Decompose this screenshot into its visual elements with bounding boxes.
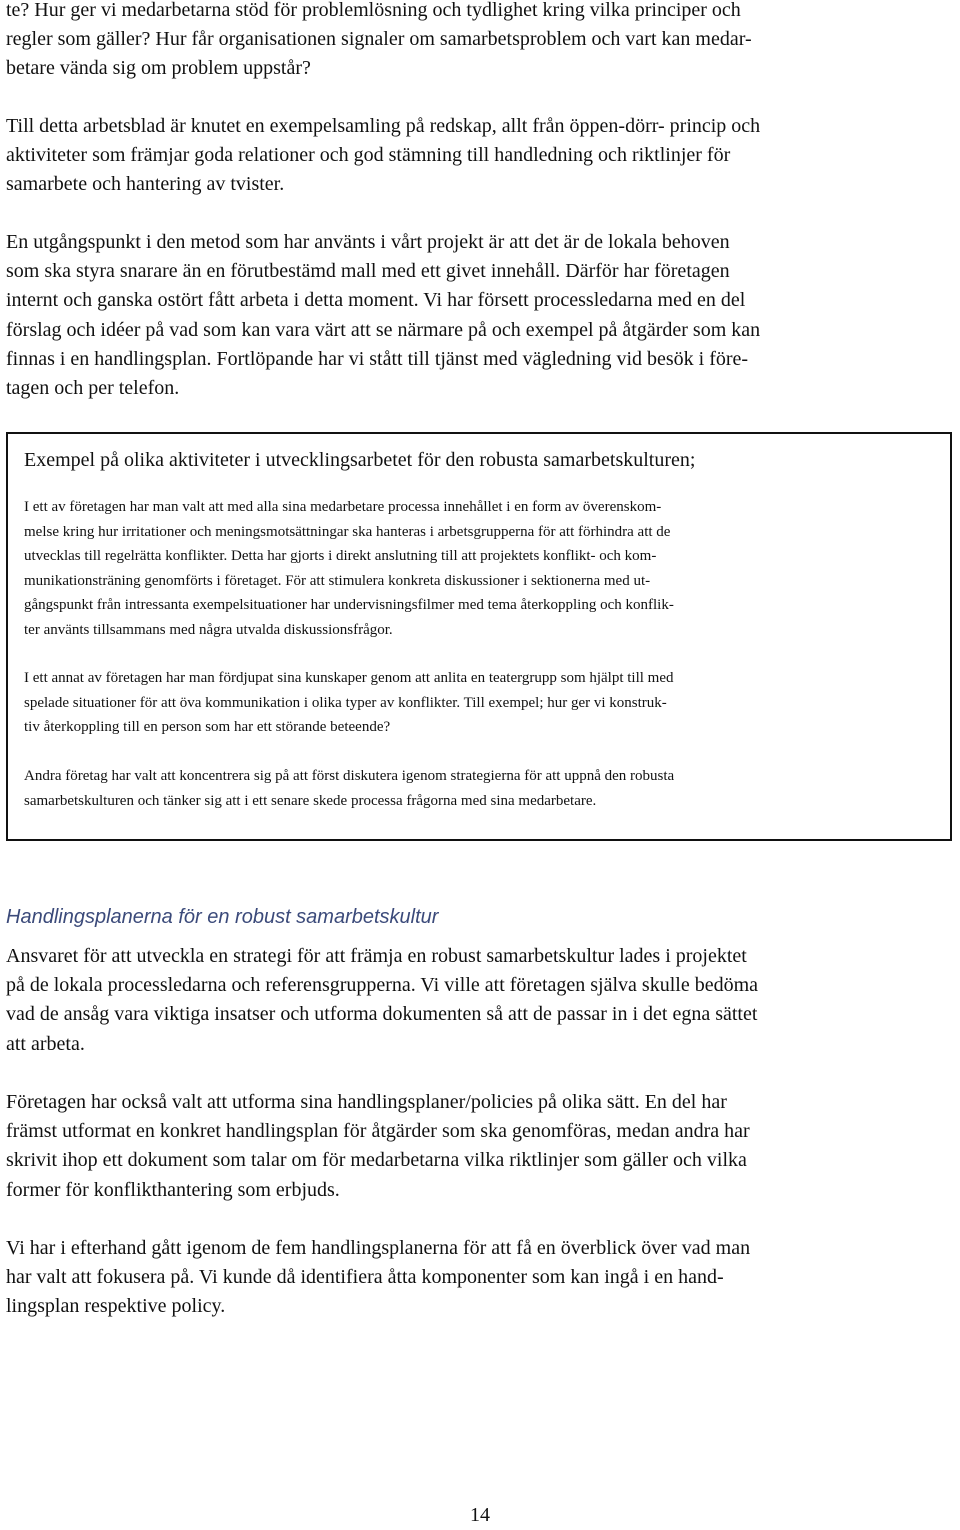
text-line: ter använts tillsammans med några utvalda diskussionsfrågor.	[24, 621, 393, 638]
text-line: regler som gäller? Hur får organisationen signaler om samarbetsproblem och vart kan medar-	[6, 28, 752, 51]
text-line: munikationsträning genomförts i företaget. För att stimulera konkreta diskussioner i sektionerna med ut-	[24, 572, 651, 589]
text-line: melse kring hur irritationer och meningsmotsättningar ska hanteras i arbetsgrupperna för att förhindra att de	[24, 523, 671, 540]
section-paragraph	[6, 942, 956, 1059]
text-line: former för konflikthantering som erbjuds.	[6, 1178, 340, 1201]
method-paragraph	[6, 228, 956, 403]
text-line: utvecklas till regelrätta konflikter. Detta har gjorts i direkt anslutning till att projektets konflikt- och kom-	[24, 548, 657, 565]
text-line: på de lokala processledarna och referensgrupperna. Vi ville att företagen själva skulle bedöma	[6, 974, 759, 997]
section-paragraph	[6, 1234, 956, 1322]
text-line: internt och ganska ostört fått arbeta i detta moment. Vi har försett processledarna med en del	[6, 289, 746, 312]
example-box-paragraph	[24, 666, 944, 740]
text-line: tagen och per telefon.	[6, 377, 180, 400]
example-box	[6, 432, 952, 841]
text-line: Till detta arbetsblad är knutet en exempelsamling på redskap, allt från öppen-dörr- princip och	[6, 115, 761, 137]
text-line: Ansvaret för att utveckla en strategi för att främja en robust samarbetskultur lades i projektet	[6, 945, 747, 967]
text-line: aktiviteter som främjar goda relationer och god stämning till handledning och riktlinjer för	[6, 144, 731, 167]
text-line: tiv återkoppling till en person som har ett störande beteende?	[24, 719, 391, 736]
text-line: lingsplan respektive policy.	[6, 1295, 226, 1318]
text-line: te? Hur ger vi medarbetarna stöd för problemlösning och tydlighet kring vilka principer och	[6, 0, 741, 21]
text-line: Andra företag har valt att koncentrera sig på att först diskutera igenom strategierna för att uppnå den robusta	[24, 768, 675, 784]
text-line: skrivit ihop ett dokument som talar om för medarbetarna vilka riktlinjer som gäller och vilka	[6, 1149, 747, 1172]
worksheet-paragraph	[6, 112, 956, 200]
text-line: Företagen har också valt att utforma sina handlingsplaner/policies på olika sätt. En del har	[6, 1091, 727, 1113]
text-line: spelade situationer för att öva kommunikation i olika typer av konflikter. Till exempel; hur ger vi konstruk-	[24, 694, 667, 711]
text-line: finnas i en handlingsplan. Fortlöpande har vi stått till tjänst med vägledning vid besök i före-	[6, 347, 749, 370]
intro-paragraph	[6, 0, 956, 84]
text-line: I ett av företagen har man valt att med alla sina medarbetare processa innehållet i en form av överenskom-	[24, 499, 662, 515]
example-box-title: Exempel på olika aktiviteter i utvecklingsarbetet för den robusta samarbetskulturen;	[24, 449, 696, 471]
text-line: Vi har i efterhand gått igenom de fem handlingsplanerna för att få en överblick över vad man	[6, 1237, 751, 1259]
text-line: förslag och idéer på vad som kan vara värt att se närmare på och exempel på åtgärder som kan	[6, 318, 761, 341]
text-line: har valt att fokusera på. Vi kunde då identifiera åtta komponenter som kan ingå i en hand-	[6, 1266, 724, 1289]
text-line: samarbete och hantering av tvister.	[6, 173, 285, 196]
text-line: att arbeta.	[6, 1032, 85, 1055]
text-line: En utgångspunkt i den metod som har använts i vårt projekt är att det är de lokala behoven	[6, 231, 730, 253]
text-line: vad de ansåg vara viktiga insatser och utforma dokumenten så att de passar in i det egna sättet	[6, 1003, 758, 1026]
example-box-paragraph	[24, 495, 944, 643]
section-heading: Handlingsplanerna för en robust samarbetskultur	[6, 906, 439, 928]
text-line: I ett annat av företagen har man fördjupat sina kunskaper genom att anlita en teatergrupp som hjälpt till med	[24, 670, 674, 686]
text-line: som ska styra snarare än en förutbestämd mall med ett givet innehåll. Därför har företagen	[6, 260, 730, 283]
text-line: gångspunkt från intressanta exempelsituationer har undervisningsfilmer med tema återkoppling och konflik-	[24, 597, 674, 614]
page-number: 14	[470, 1504, 490, 1526]
text-line: samarbetskulturen och tänker sig att i ett senare skede processa frågorna med sina medarbetare.	[24, 792, 597, 809]
text-line: betare vända sig om problem uppstår?	[6, 57, 311, 80]
section-paragraph	[6, 1088, 956, 1205]
text-line: främst utformat en konkret handlingsplan för åtgärder som ska genomföras, medan andra har	[6, 1120, 750, 1143]
example-box-paragraph	[24, 764, 944, 813]
